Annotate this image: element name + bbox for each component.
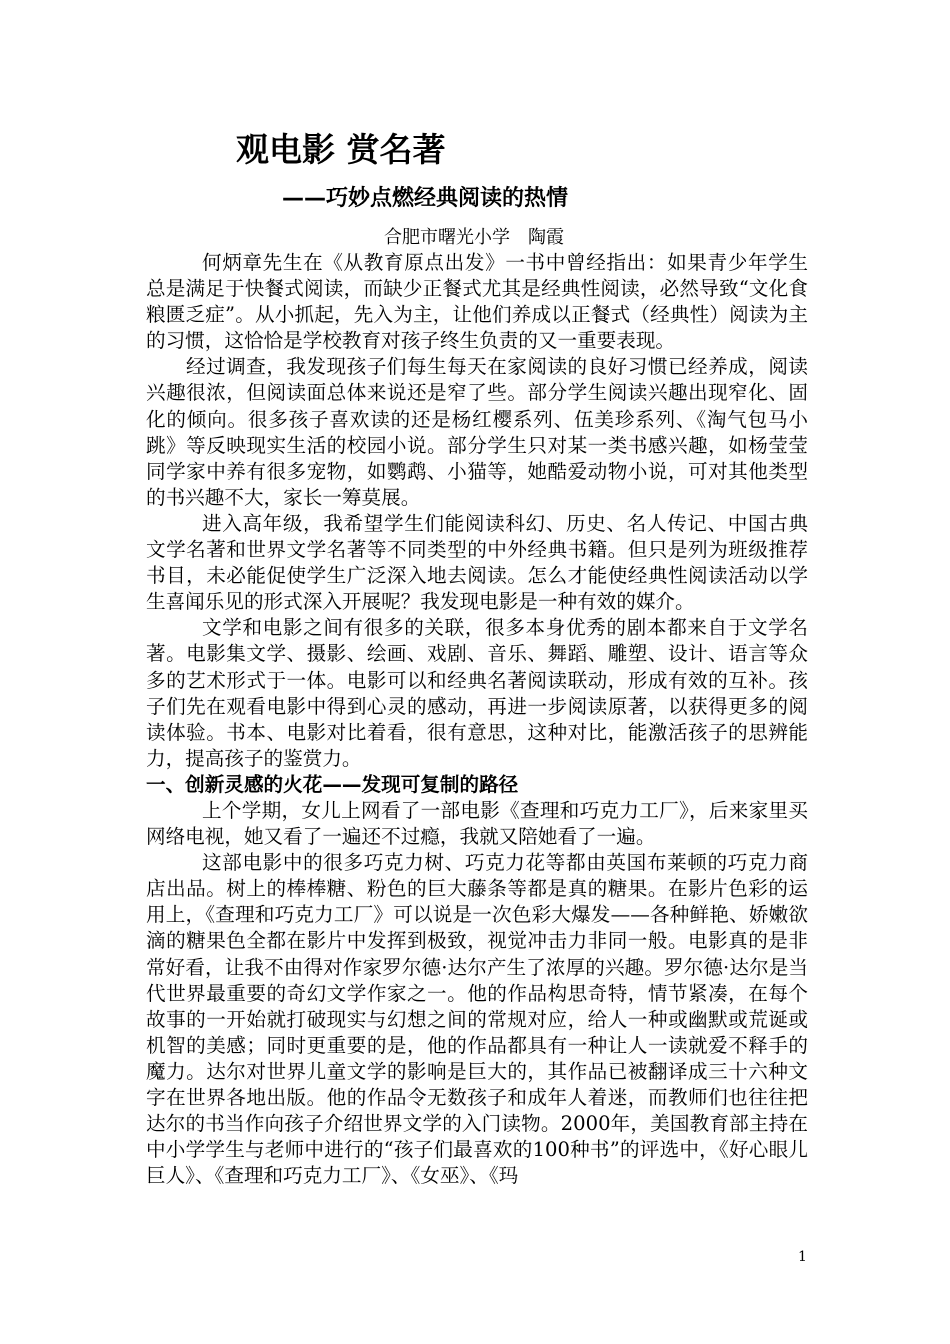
body-paragraph: 上个学期，女儿上网看了一部电影《查理和巧克力工厂》，后来家里买网络电视，她又看了一遍还不过瘾，我就又陪她看了一遍。 (146, 798, 808, 849)
document-body (146, 250, 808, 1189)
document-subtitle: ——巧妙点燃经典阅读的热情 (282, 186, 569, 211)
document-title: 观电影 赏名著 (236, 130, 446, 169)
body-paragraph: 进入高年级，我希望学生们能阅读科幻、历史、名人传记、中国古典文学名著和世界文学名著等不同类型的中外经典书籍。但只是列为班级推荐书目，未必能促使学生广泛深入地去阅读。怎么才能使经典性阅读活动以学生喜闻乐见的形式深入开展呢？我发现电影是一种有效的媒介。 (146, 511, 808, 614)
body-paragraph: 何炳章先生在《从教育原点出发》一书中曾经指出：如果青少年学生总是满足于快餐式阅读，而缺少正餐式尤其是经典性阅读，必然导致“文化食粮匮乏症”。从小抓起，先入为主，让他们养成以正餐式（经典性）阅读为主的习惯，这恰恰是学校教育对孩子终生负责的又一重要表现。 (146, 251, 808, 353)
author-line: 合肥市曙光小学 陶霞 (384, 227, 564, 248)
body-paragraph: 这部电影中的很多巧克力树、巧克力花等都由英国布莱顿的巧克力商店出品。树上的棒棒糖、粉色的巨大藤条等都是真的糖果。在影片色彩的运用上，《查理和巧克力工厂》可以说是一次色彩大爆发——各种鲜艳、娇嫩欲滴的糖果色全都在影片中发挥到极致，视觉冲击力非同一般。电影真的是非常好看，让我不由得对作家罗尔德·达尔产生了浓厚的兴趣。罗尔德·达尔是当代世界最重要的奇幻文学作家之一。他的作品构思奇特，情节紧凑，在每个故事的一开始就打破现实与幻想之间的常规对应，给人一种或幽默或荒诞或机智的美感；同时更重要的是，他的作品都具有一种让人一读就爱不释手的魔力。达尔对世界儿童文学的影响是巨大的，其作品已被翻译成三十六种文字在世界各地出版。他的作品令无数孩子和成年人着迷，而教师们也往往把达尔的书当作向孩子介绍世界文学的入门读物。2000年，美国教育部主持在中小学学生与老师中进行的“孩子们最喜欢的100种书”的评选中，《好心眼儿巨人》、《查理和巧克力工厂》、《女巫》、《玛 (146, 851, 808, 1188)
section-heading: 一、创新灵感的火花——发现可复制的路径 (146, 772, 519, 796)
body-paragraph: 经过调查，我发现孩子们每生每天在家阅读的良好习惯已经养成，阅读兴趣很浓，但阅读面总体来说还是窄了些。部分学生阅读兴趣出现窄化、固化的倾向。很多孩子喜欢读的还是杨红樱系列、伍美珍系列、《淘气包马小跳》等反映现实生活的校园小说。部分学生只对某一类书感兴趣，如杨莹莹同学家中养有很多宠物，如鹦鹉、小猫等，她酷爱动物小说，可对其他类型的书兴趣不大，家长一筹莫展。 (146, 355, 808, 509)
body-paragraph: 文学和电影之间有很多的关联，很多本身优秀的剧本都来自于文学名著。电影集文学、摄影、绘画、戏剧、音乐、舞蹈、雕塑、设计、语言等众多的艺术形式于一体。电影可以和经典名著阅读联动，形成有效的互补。孩子们先在观看电影中得到心灵的感动，再进一步阅读原著，以获得更多的阅读体验。书本、电影对比着看，很有意思，这种对比，能激活孩子的思辨能力，提高孩子的鉴赏力。 (146, 616, 808, 770)
page-number: 1 (798, 1249, 807, 1265)
